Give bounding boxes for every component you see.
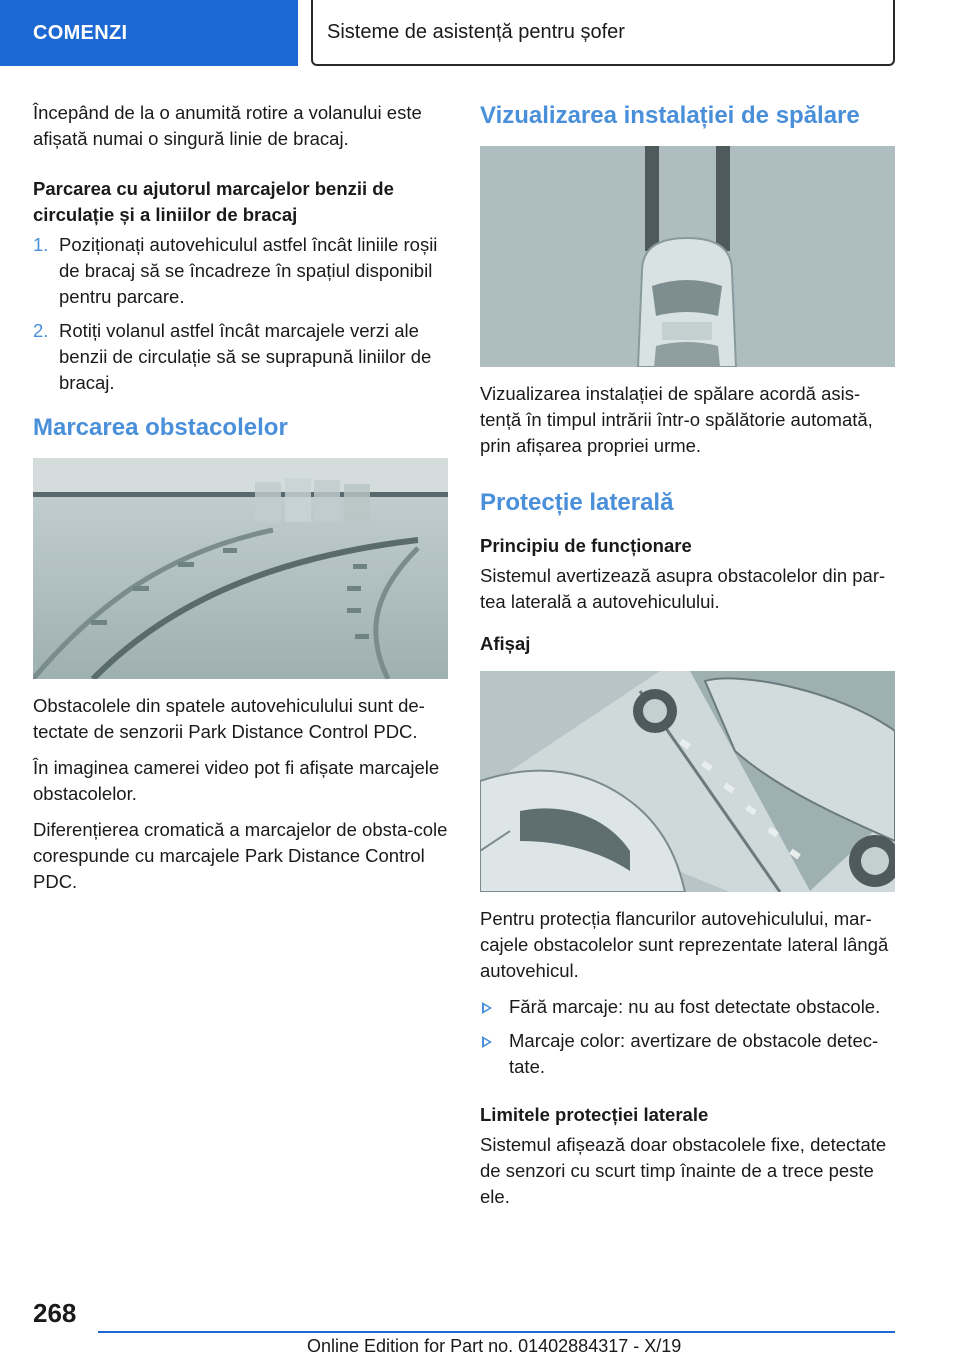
list-item [33,318,448,396]
section-tab[interactable]: COMENZI [0,0,298,66]
triangle-bullet-icon [482,1002,492,1014]
bullet-text: Marcaje color: avertizare de obstacole detec-tate. [509,1030,879,1077]
step-text: Poziționați autovehiculul astfel încât liniile roșii de bracaj să se încadreze în spațiul disponibil pentru parcare. [59,234,438,307]
bullet-text: Fără marcaje: nu au fost detectate obstacole. [509,996,881,1017]
obstacles-title: Marcarea obstacolelor [33,414,288,441]
parking-steps [33,232,448,396]
side-protection-title: Protecție laterală [480,489,674,516]
display-paragraph: Pentru protecția flancurilor autovehiculului, mar-cajele obstacolelor sunt reprezentate lateral lângă autovehicul. [480,908,889,981]
obstacle-markings-image [33,458,448,679]
step-text: Rotiți volanul astfel încât marcajele verzi ale benzii de circulație să se suprapună liniilor de bracaj. [59,320,432,393]
footer-divider [98,1331,895,1333]
chapter-title: Sisteme de asistență pentru șofer [311,0,895,66]
obstacles-paragraph-3: Diferențierea cromatică a marcajelor de obsta-cole corespunde cu marcajele Park Distance Control PDC. [33,819,448,892]
list-item [33,232,448,310]
obstacles-paragraph-1: Obstacolele din spatele autovehiculului sunt de-tectate de senzorii Park Distance Control PDC. [33,695,425,742]
display-bullets [480,994,895,1080]
step-number: 2. [33,320,49,341]
right-column [480,100,895,1220]
list-item [480,1028,895,1080]
left-column [33,100,448,905]
display-heading: Afișaj [480,633,531,654]
limits-heading: Limitele protecției laterale [480,1104,709,1125]
principle-heading: Principiu de funcționare [480,535,692,556]
triangle-bullet-icon [482,1036,492,1048]
side-protection-image [480,671,895,892]
parking-heading: Parcarea cu ajutorul marcajelor benzii de circulație și a liniilor de bracaj [33,178,394,225]
car-wash-view-image [480,146,895,367]
wash-paragraph: Vizualizarea instalației de spălare acordă asis-tență în timpul intrării într-o spălătorie automată, prin afișarea propriei urme. [480,383,873,456]
edition-note: Online Edition for Part no. 01402884317 - X/19 [307,1336,682,1356]
intro-paragraph: Începând de la o anumită rotire a volanului este afișată numai o singură linie de bracaj. [33,102,422,149]
page-number: 268 [33,1298,77,1328]
wash-title: Vizualizarea instalației de spălare [480,102,860,129]
list-item [480,994,895,1020]
limits-paragraph: Sistemul afișează doar obstacolele fixe, detectate de senzori cu scurt timp înainte de a trece peste ele. [480,1134,887,1207]
obstacles-paragraph-2: În imaginea camerei video pot fi afișate marcajele obstacolelor. [33,757,440,804]
page-header [0,0,960,66]
step-number: 1. [33,234,49,255]
principle-paragraph: Sistemul avertizează asupra obstacolelor din par-tea laterală a autovehiculului. [480,565,886,612]
